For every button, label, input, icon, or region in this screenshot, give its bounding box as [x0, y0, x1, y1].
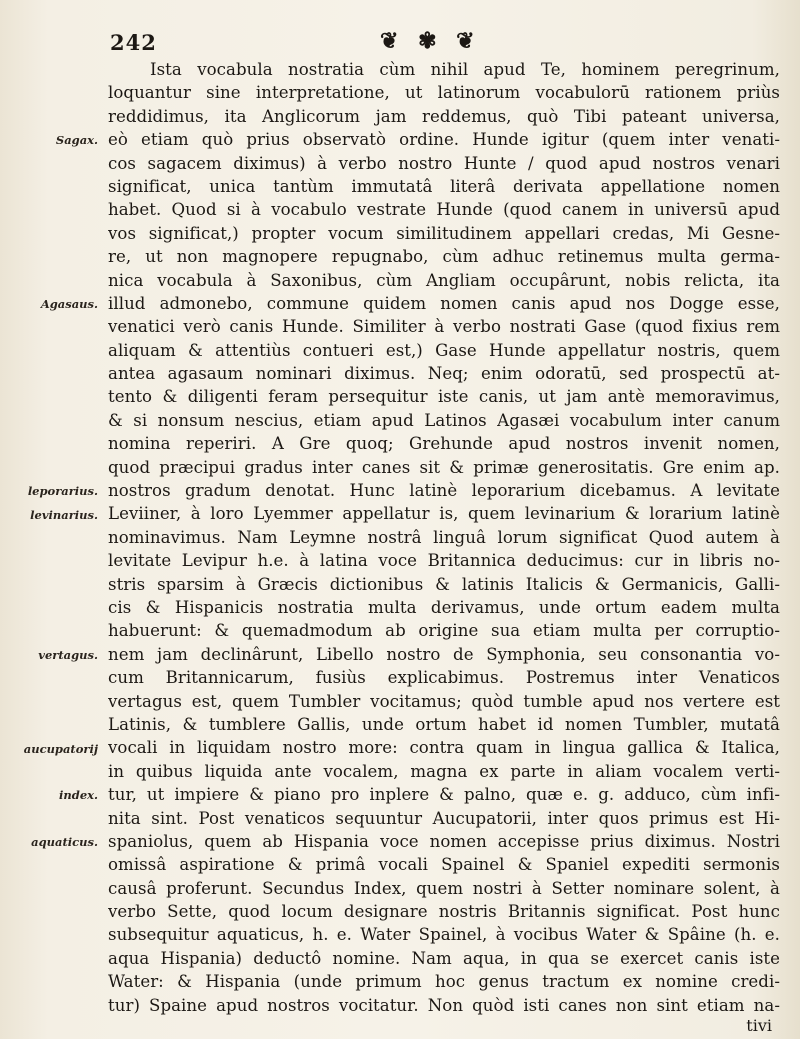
page-header — [0, 30, 800, 60]
body-text — [108, 58, 780, 1017]
margin-notes — [0, 0, 108, 1039]
text-line: nominavimus. Nam Leymne nostrâ linguâ lorum significat Quod autem à — [108, 527, 780, 547]
text-line: significat, unica tantùm immutatâ literâ derivata appellatione nomen — [108, 176, 780, 196]
text-line: quod præcipui gradus inter canes sit & primæ generositatis. Gre enim ap. — [108, 457, 780, 477]
text-line: tento & diligenti feram persequitur iste canis, ut jam antè memoravimus, — [108, 387, 780, 407]
text-line: nita sint. Post venaticos sequuntur Aucupatorii, inter quos primus est Hi- — [108, 808, 780, 828]
text-line: cum Britannicarum, fusiùs explicabimus. Postremus inter Venaticos — [108, 668, 780, 688]
text-line: nica vocabula à Saxonibus, cùm Angliam occupârunt, nobis relicta, ita — [108, 270, 780, 290]
text-line: reddidimus, ita Anglicorum jam reddemus, quò Tibi pateant universa, — [108, 106, 780, 126]
text-line: cos sagacem diximus) à verbo nostro Hunte / quod apud nostros venari — [108, 153, 780, 173]
text-line: aliquam & attentiùs contueri est,) Gase Hunde appellatur nostris, quem — [108, 340, 780, 360]
text-line: in quibus liquida ante vocalem, magna ex parte in aliam vocalem verti- — [108, 761, 780, 781]
header-ornament-icon: ❦ ✾ ❦ — [380, 28, 481, 54]
text-line: illud admonebo, commune quidem nomen canis apud nos Dogge esse, — [108, 293, 780, 313]
text-line: Leviiner, à loro Lyemmer appellatur is, quem levinarium & lorarium latinè — [108, 504, 780, 524]
text-line: vocali in liquidam nostro more: contra quam in lingua gallica & Italica, — [108, 738, 780, 758]
text-line: venatici verò canis Hunde. Similiter à verbo nostrati Gase (quod fixius rem — [108, 317, 780, 337]
text-line: stris sparsim à Græcis dictionibus & latinis Italicis & Germanicis, Galli- — [108, 574, 780, 594]
text-line: nem jam declinârunt, Libello nostro de Symphonia, seu consonantia vo- — [108, 644, 780, 664]
margin-note: aquaticus. — [31, 835, 98, 850]
text-line: causâ proferunt. Secundus Index, quem nostri à Setter nominare solent, à — [108, 878, 780, 898]
page-number: 242 — [110, 30, 157, 55]
text-line: Latinis, & tumblere Gallis, unde ortum habet id nomen Tumbler, mutatâ — [108, 714, 780, 734]
text-line: loquantur sine interpretatione, ut latinorum vocabulorū rationem priùs — [108, 83, 780, 103]
text-line: antea agasaum nominari diximus. Neq; enim odoratū, sed prospectū at- — [108, 364, 780, 384]
text-line: aqua Hispania) deductô nomine. Nam aqua, in qua se exercet canis iste — [108, 948, 780, 968]
text-line: verbo Sette, quod locum designare nostris Britannis significat. Post hunc — [108, 902, 780, 922]
text-line: tur, ut impiere & piano pro inplere & palno, quæ e. g. adduco, cùm infi- — [108, 785, 780, 805]
margin-note: Agasaus. — [40, 297, 98, 311]
text-line: omissâ aspiratione & primâ vocali Spainel & Spaniel expediti sermonis — [108, 855, 780, 875]
catchword: tivi — [746, 1016, 772, 1035]
text-line: vos significat,) propter vocum similitudinem appellari credas, Mi Gesne- — [108, 223, 780, 243]
text-line: habuerunt: & quemadmodum ab origine sua etiam multa per corruptio- — [108, 621, 780, 641]
margin-note: leporarius. — [27, 484, 98, 499]
text-line: tur) Spaine apud nostros vocitatur. Non quòd isti canes non sint etiam na- — [108, 995, 780, 1015]
text-line: & si nonsum nescius, etiam apud Latinos Agasæi vocabulum inter canum — [108, 410, 780, 430]
text-line: eò etiam quò prius observatò ordine. Hunde igitur (quem inter venati- — [108, 130, 780, 150]
text-line: levitate Levipur h.e. à latina voce Britannica deducimus: cur in libris no- — [108, 551, 780, 571]
text-line: re, ut non magnopere repugnabo, cùm adhuc retinemus multa germa- — [108, 247, 780, 267]
text-line: habet. Quod si à vocabulo vestrate Hunde (quod canem in universū apud — [108, 200, 780, 220]
text-line: vertagus est, quem Tumbler vocitamus; quòd tumble apud nos vertere est — [108, 691, 780, 711]
text-line: Water: & Hispania (unde primum hoc genus tractum ex nomine credi- — [108, 972, 780, 992]
text-line: Ista vocabula nostratia cùm nihil apud Te, hominem peregrinum, — [150, 60, 780, 79]
margin-note: levinarius. — [30, 507, 98, 522]
text-line: spaniolus, quem ab Hispania voce nomen accepisse prius diximus. Nostri — [108, 831, 780, 851]
margin-note: Sagax. — [55, 133, 98, 148]
margin-note: aucupatorij — [23, 741, 98, 756]
text-line: cis & Hispanicis nostratia multa derivamus, unde ortum eadem multa — [108, 597, 780, 617]
text-line: subsequitur aquaticus, h. e. Water Spainel, à vocibus Water & Spâine (h. e. — [108, 925, 780, 945]
margin-note: index. — [59, 788, 98, 803]
text-line: nostros gradum denotat. Hunc latinè leporarium dicebamus. A levitate — [108, 481, 780, 501]
text-line: nomina reperiri. A Gre quoq; Grehunde apud nostros invenit nomen, — [108, 434, 780, 454]
margin-note: vertagus. — [38, 648, 98, 662]
